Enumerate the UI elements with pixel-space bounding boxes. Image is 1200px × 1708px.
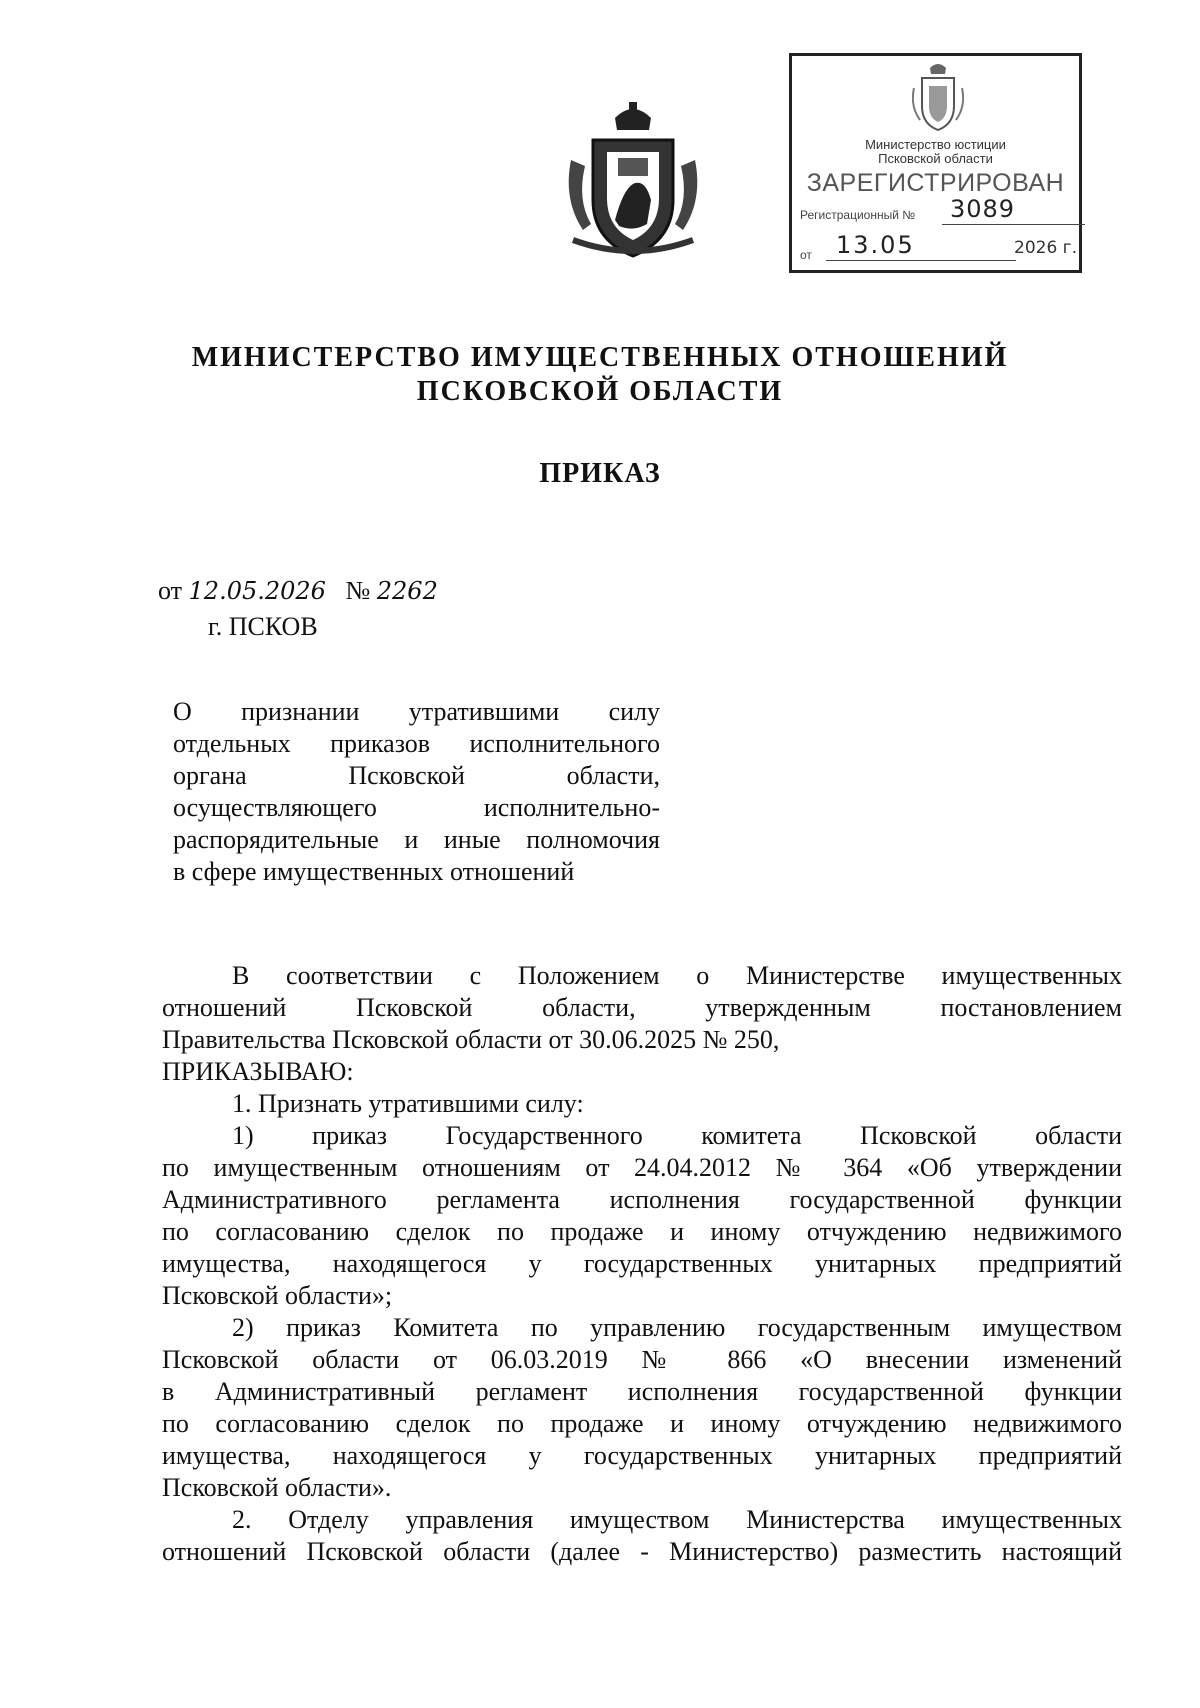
body-line: 2) приказ Комитета по управлению государственным имуществом bbox=[232, 1313, 1122, 1342]
subject-line: органа Псковской области, bbox=[173, 761, 660, 790]
stamp-line-2: Псковской области bbox=[878, 151, 993, 166]
subject-line: осуществляющего исполнительно- bbox=[173, 793, 660, 822]
subject-line: распорядительные и иные полномочия bbox=[173, 825, 660, 854]
stamp-date-label: от bbox=[800, 248, 812, 262]
body-line: Псковской области». bbox=[162, 1473, 392, 1502]
body-line: В соответствии с Положением о Министерстве имущественных bbox=[232, 961, 1122, 990]
ministry-title-line-2: ПСКОВСКОЙ ОБЛАСТИ bbox=[416, 376, 784, 407]
document-type: ПРИКАЗ bbox=[539, 458, 661, 489]
number-prefix: № bbox=[345, 576, 371, 605]
body-line: 2. Отделу управления имуществом Министерства имущественных bbox=[232, 1505, 1122, 1534]
stamp-reg-label: Регистрационный № bbox=[800, 208, 916, 222]
body-line: 1. Признать утратившими силу: bbox=[232, 1089, 584, 1118]
body-line: имущества, находящегося у государственных унитарных предприятий bbox=[162, 1249, 1122, 1278]
body-line: в Административный регламент исполнения государственной функции bbox=[162, 1377, 1122, 1406]
stamp-reg-date: 13.05 bbox=[826, 230, 1016, 261]
body-line: ПРИКАЗЫВАЮ: bbox=[162, 1057, 354, 1086]
order-date-line bbox=[158, 576, 438, 606]
subject-line: О признании утратившими силу bbox=[173, 697, 660, 726]
body-line: имущества, находящегося у государственных унитарных предприятий bbox=[162, 1441, 1122, 1470]
stamp-reg-number: 3089 bbox=[942, 194, 1085, 225]
body-line: отношений Псковской области, утвержденным постановлением bbox=[162, 993, 1122, 1022]
order-date: 12.05.2026 bbox=[188, 577, 326, 605]
registration-stamp bbox=[789, 53, 1082, 273]
date-prefix: от bbox=[158, 576, 183, 605]
body-line: отношений Псковской области (далее - Министерство) разместить настоящий bbox=[162, 1537, 1122, 1566]
body-line: Псковской области от 06.03.2019 № 866 «О внесении изменений bbox=[162, 1345, 1122, 1374]
body-line: по имущественным отношениям от 24.04.2012 № 364 «Об утверждении bbox=[162, 1153, 1122, 1182]
stamp-title: ЗАРЕГИСТРИРОВАН bbox=[806, 169, 1065, 197]
stamp-year: 2026 г. bbox=[1014, 238, 1078, 258]
subject-line: в сфере имущественных отношений bbox=[173, 857, 575, 886]
stamp-line-1: Министерство юстиции bbox=[865, 137, 1006, 152]
body-line: по согласованию сделок по продаже и иному отчуждению недвижимого bbox=[162, 1409, 1122, 1438]
body-line: Правительства Псковской области от 30.06.2025 № 250, bbox=[162, 1025, 780, 1054]
order-number: 2262 bbox=[376, 577, 438, 605]
body-line: по согласованию сделок по продаже и иному отчуждению недвижимого bbox=[162, 1217, 1122, 1246]
ministry-title-line-1: МИНИСТЕРСТВО ИМУЩЕСТВЕННЫХ ОТНОШЕНИЙ bbox=[191, 342, 1009, 373]
body-line: Административного регламента исполнения государственной функции bbox=[162, 1185, 1122, 1214]
stamp-emblem-icon bbox=[912, 62, 964, 132]
body-line: Псковской области»; bbox=[162, 1281, 393, 1310]
city: г. ПСКОВ bbox=[208, 612, 318, 641]
coat-of-arms-icon bbox=[563, 100, 703, 260]
subject-line: отдельных приказов исполнительного bbox=[173, 729, 660, 758]
body-line: 1) приказ Государственного комитета Псковской области bbox=[232, 1121, 1122, 1150]
